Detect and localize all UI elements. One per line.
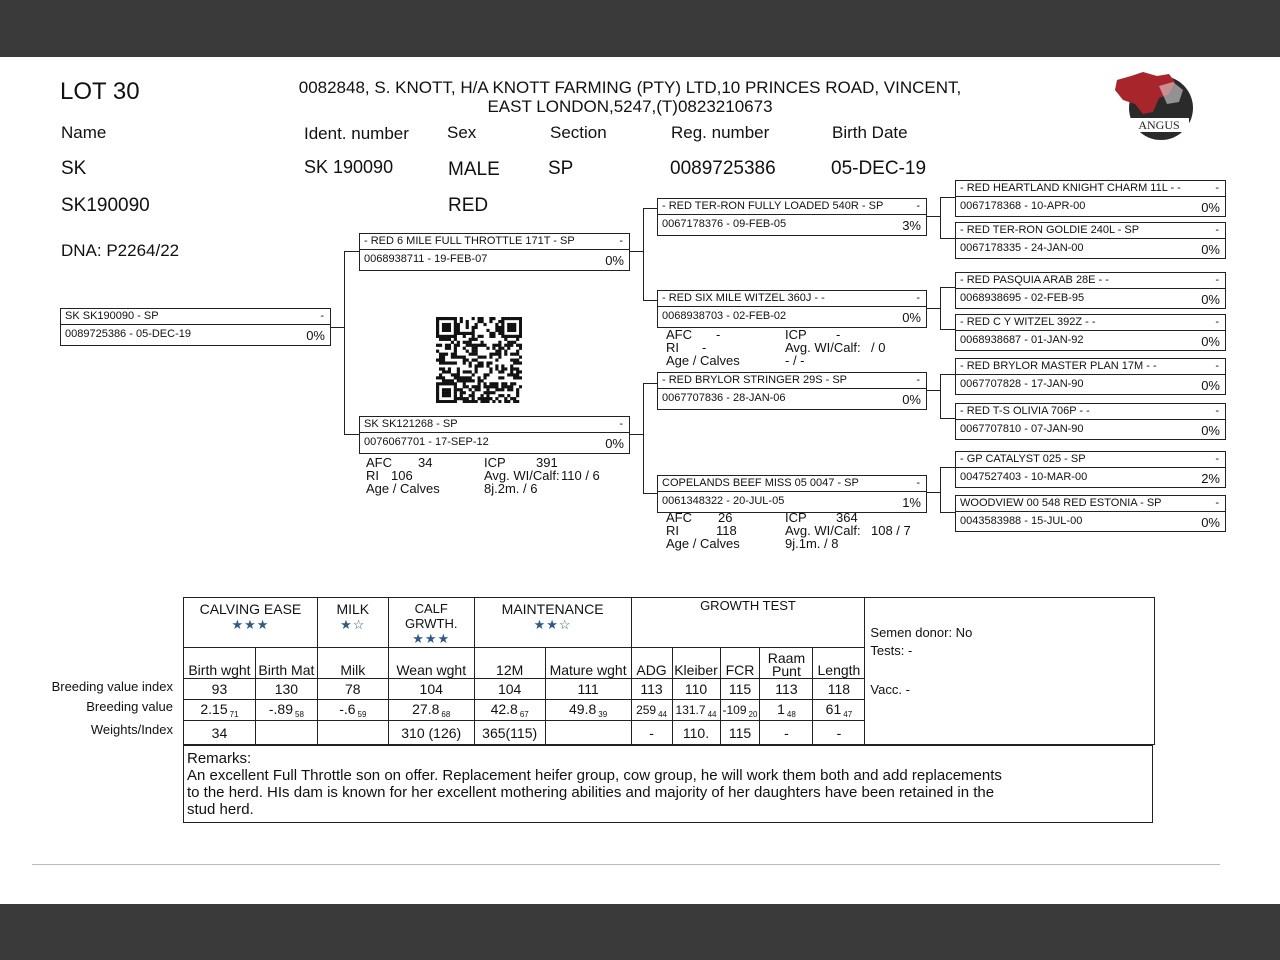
- pedigree-sire-dam: - RED SIX MILE WITZEL 360J - - - 0068938703 - 02-FEB-02 0%: [657, 290, 927, 328]
- header-reg: Reg. number: [671, 123, 770, 142]
- index-row: 93 130 78 104 104 111 113 110 115 113 118: [184, 679, 1155, 700]
- side-info: [865, 598, 1155, 745]
- row-label-bv: Breeding value: [86, 699, 173, 714]
- breeding-value-table: [183, 597, 1155, 745]
- group-growth-test: GROWTH TEST: [631, 598, 865, 648]
- qr-code: [436, 317, 522, 403]
- header-sex: Sex: [447, 123, 477, 142]
- pedigree-gg2: - RED TER-RON GOLDIE 240L - SP - 0067178335 - 24-JAN-00 0%: [955, 222, 1226, 259]
- group-milk: MILK ★☆: [317, 598, 388, 648]
- header-name: Name: [61, 123, 107, 142]
- row-label-index: Breeding value index: [51, 679, 173, 694]
- remarks-box: [183, 745, 1153, 823]
- group-calf-growth: CALF GRWTH. ★★★: [388, 598, 474, 648]
- animal-name: SK: [61, 158, 87, 179]
- bv-cell: 259 $_{44}$: [631, 700, 672, 721]
- tests: Tests: -: [870, 643, 913, 658]
- bv-cell: 131.7 $_{44}$: [672, 700, 720, 721]
- pedigree-gg6: - RED T-S OLIVIA 706P - - - 0067707810 - 07-JAN-90 0%: [955, 403, 1226, 440]
- milk-stars: ★☆: [340, 617, 366, 632]
- animal-section: SP: [548, 158, 574, 179]
- bv-cell: 2.15 $_{71}$: [184, 700, 256, 721]
- bv-cell: 1 $_{48}$: [760, 700, 813, 721]
- pedigree-gg8: WOODVIEW 00 548 RED ESTONIA - SP - 0043583988 - 15-JUL-00 0%: [955, 495, 1226, 532]
- dam-performance: AFC 34 ICP 391 RI 106 Avg. WI/Calf: 110 / 6 Age / Calves 8j.2m. / 6: [366, 455, 600, 496]
- remarks-title: Remarks:: [187, 750, 252, 767]
- pedigree-gg7: - GP CATALYST 025 - SP - 0047527403 - 10-MAR-00 2%: [955, 451, 1226, 488]
- owner-line2: EAST LONDON,5247,(T)0823210673: [487, 97, 773, 116]
- sire-dam-performance: AFC - ICP - RI - Avg. WI/Calf: / 0 Age / Calves - / -: [666, 327, 886, 368]
- pedigree-gg3: - RED PASQUIA ARAB 28E - - - 0068938695 - 02-FEB-95 0%: [955, 272, 1226, 309]
- animal-ident: SK 190090: [304, 157, 394, 177]
- vacc: Vacc. -: [870, 682, 910, 697]
- logo-text: ANGUS: [1138, 118, 1180, 132]
- animal-birth: 05-DEC-19: [831, 158, 927, 179]
- pedigree-gg1: - RED HEARTLAND KNIGHT CHARM 11L - - - 0067178368 - 10-APR-00 0%: [955, 180, 1226, 217]
- lot-number: LOT 30: [60, 78, 140, 105]
- dam-dam-performance: AFC 26 ICP 364 RI 118 Avg. WI/Calf: 108 / 7 Age / Calves 9j.1m. / 8: [666, 510, 911, 551]
- header-ident: Ident. number: [304, 124, 409, 143]
- weights-row: 34 310 (126) 365(115) - 110. 115 - -: [184, 721, 1155, 745]
- bv-cell: 27.8 $_{68}$: [388, 700, 474, 721]
- bv-cell: -.6 $_{59}$: [317, 700, 388, 721]
- group-maintenance: MAINTENANCE ★★☆: [474, 598, 631, 648]
- pedigree-gg5: - RED BRYLOR MASTER PLAN 17M - - - 0067707828 - 17-JAN-90 0%: [955, 358, 1226, 395]
- bv-cell: -.89 $_{58}$: [255, 700, 317, 721]
- pedigree-gg4: - RED C Y WITZEL 392Z - - - 0068938687 - 01-JAN-92 0%: [955, 314, 1226, 351]
- pedigree-self: SK SK190090 - SP - 0089725386 - 05-DEC-19 0%: [60, 308, 331, 346]
- top-bar: [0, 0, 1280, 57]
- animal-name2: SK190090: [61, 195, 150, 216]
- maintenance-stars: ★★☆: [533, 617, 572, 632]
- semen-donor: Semen donor: No: [870, 625, 973, 640]
- pedigree-sire: - RED 6 MILE FULL THROTTLE 171T - SP - 0068938711 - 19-FEB-07 0%: [359, 233, 630, 271]
- animal-colour: RED: [448, 195, 489, 216]
- pedigree-sire-sire: - RED TER-RON FULLY LOADED 540R - SP - 0067178376 - 09-FEB-05 3%: [657, 198, 927, 236]
- divider: [32, 864, 1220, 865]
- bv-cell: 42.8 $_{67}$: [474, 700, 545, 721]
- pedigree-dam-dam: COPELANDS BEEF MISS 05 0047 - SP - 0061348322 - 20-JUL-05 1%: [657, 475, 927, 513]
- remarks-text: An excellent Full Throttle son on offer. Replacement heifer group, cow group, he will work them both and add replacements to the herd. HIs dam is known for her excellent mothering abilities and majority of her daughters have been retained in the stud herd.: [187, 767, 1002, 818]
- row-label-weights: Weights/Index: [90, 722, 173, 737]
- calf-stars: ★★★: [412, 631, 451, 646]
- column-headers: Birth wght Birth Mat Milk Wean wght 12M Mature wght ADG Kleiber FCR Raam Punt Length: [184, 648, 1155, 679]
- animal-reg: 0089725386: [670, 158, 776, 179]
- calving-stars: ★★★: [231, 617, 270, 632]
- header-birth: Birth Date: [832, 123, 908, 142]
- pedigree-dam: SK SK121268 - SP - 0076067701 - 17-SEP-12 0%: [359, 416, 630, 454]
- animal-sex: MALE: [448, 159, 500, 180]
- bv-cell: -109 $_{20}$: [720, 700, 760, 721]
- dna-code: DNA: P2264/22: [61, 241, 180, 260]
- bv-cell: 61 $_{47}$: [813, 700, 865, 721]
- bottom-bar: [0, 904, 1280, 960]
- owner-address: [240, 78, 1020, 116]
- bv-cell: 49.8 $_{39}$: [545, 700, 631, 721]
- header-section: Section: [550, 123, 607, 142]
- angus-logo: [1113, 68, 1195, 148]
- group-calving-ease: CALVING EASE ★★★: [184, 598, 318, 648]
- owner-line1: 0082848, S. KNOTT, H/A KNOTT FARMING (PTY) LTD,10 PRINCES ROAD, VINCENT,: [298, 78, 962, 97]
- pedigree-dam-sire: - RED BRYLOR STRINGER 29S - SP - 0067707836 - 28-JAN-06 0%: [657, 372, 927, 410]
